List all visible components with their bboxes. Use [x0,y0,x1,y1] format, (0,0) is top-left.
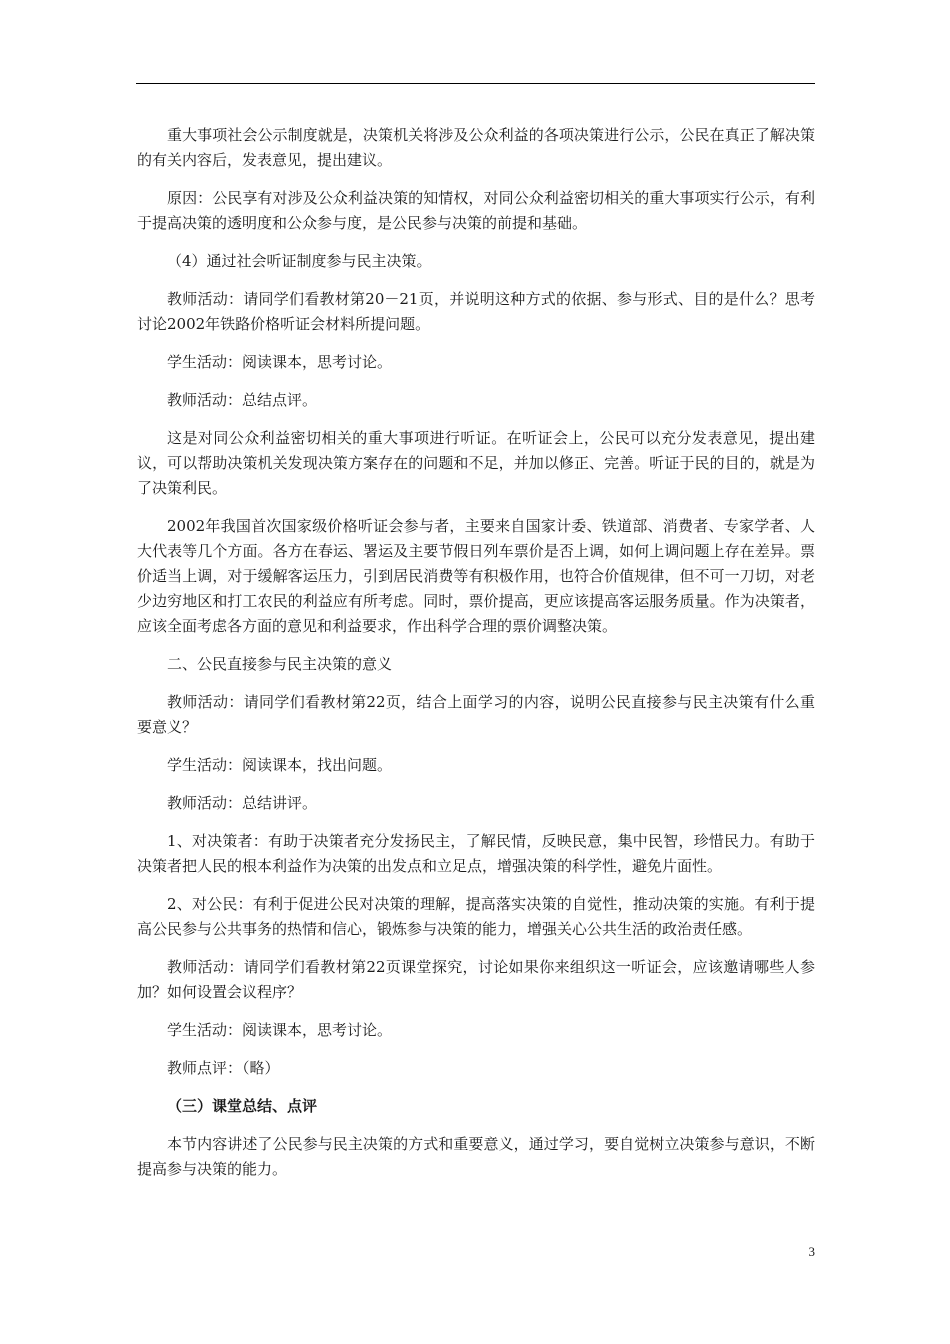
header-rule [136,83,815,84]
paragraph: 学生活动：阅读课本，思考讨论。 [167,1021,393,1039]
paragraph: 学生活动：阅读课本，找出问题。 [167,756,393,774]
paragraph: 教师活动：请同学们看教材第22页课堂探究，讨论如果你来组织这一听证会，应该邀请哪些人参加？如何设置会议程序？ [137,958,815,1001]
paragraph: 学生活动：阅读课本，思考讨论。 [167,353,393,371]
paragraph: 教师活动：总结点评。 [167,391,318,409]
paragraph: 这是对同公众利益密切相关的重大事项进行听证。在听证会上，公民可以充分发表意见，提出建议，可以帮助决策机关发现决策方案存在的问题和不足，并加以修正、完善。听证于民的目的，就是为了决策利民。 [137,429,815,497]
paragraph: 教师活动：请同学们看教材第22页，结合上面学习的内容，说明公民直接参与民主决策有什么重要意义？ [137,693,815,736]
paragraph: 2002年我国首次国家级价格听证会参与者，主要来自国家计委、铁道部、消费者、专家学者、人大代表等几个方面。各方在春运、署运及主要节假日列车票价是否上调，如何上调问题上存在差异。票价适当上调，对于缓解客运压力，引到居民消费等有积极作用，也符合价值规律，但不可一刀切，对老少边穷地区和打工农民的利益应有所考虑。同时，票价提高，更应该提高客运服务质量。作为决策者，应该全面考虑各方面的意见和利益要求，作出科学合理的票价调整决策。 [137,517,815,635]
paragraph: 原因：公民享有对涉及公众利益决策的知情权，对同公众利益密切相关的重大事项实行公示，有利于提高决策的透明度和公众参与度，是公民参与决策的前提和基础。 [137,189,815,232]
paragraph: 重大事项社会公示制度就是，决策机关将涉及公众利益的各项决策进行公示，公民在真正了解决策的有关内容后，发表意见，提出建议。 [137,126,815,169]
paragraph: 2、对公民：有利于促进公民对决策的理解，提高落实决策的自觉性，推动决策的实施。有利于提高公民参与公共事务的热情和信心，锻炼参与决策的能力，增强关心公共生活的政治责任感。 [137,895,815,938]
page-number: 3 [808,1244,815,1259]
paragraph: 教师活动：总结讲评。 [167,794,318,812]
paragraph: 1、对决策者：有助于决策者充分发扬民主，了解民情，反映民意，集中民智，珍惜民力。有助于决策者把人民的根本利益作为决策的出发点和立足点，增强决策的科学性，避免片面性。 [137,832,815,875]
document-body [137,123,815,1195]
paragraph: 教师点评：（略） [167,1059,280,1077]
paragraph: 教师活动：请同学们看教材第20－21页，并说明这种方式的依据、参与形式、目的是什么？思考讨论2002年铁路价格听证会材料所提问题。 [137,290,815,333]
section-heading: 二、公民直接参与民主决策的意义 [167,655,393,673]
paragraph: （4）通过社会听证制度参与民主决策。 [167,252,432,270]
section-heading: （三）课堂总结、点评 [167,1097,318,1115]
paragraph: 本节内容讲述了公民参与民主决策的方式和重要意义，通过学习，要自觉树立决策参与意识，不断提高参与决策的能力。 [137,1135,815,1178]
